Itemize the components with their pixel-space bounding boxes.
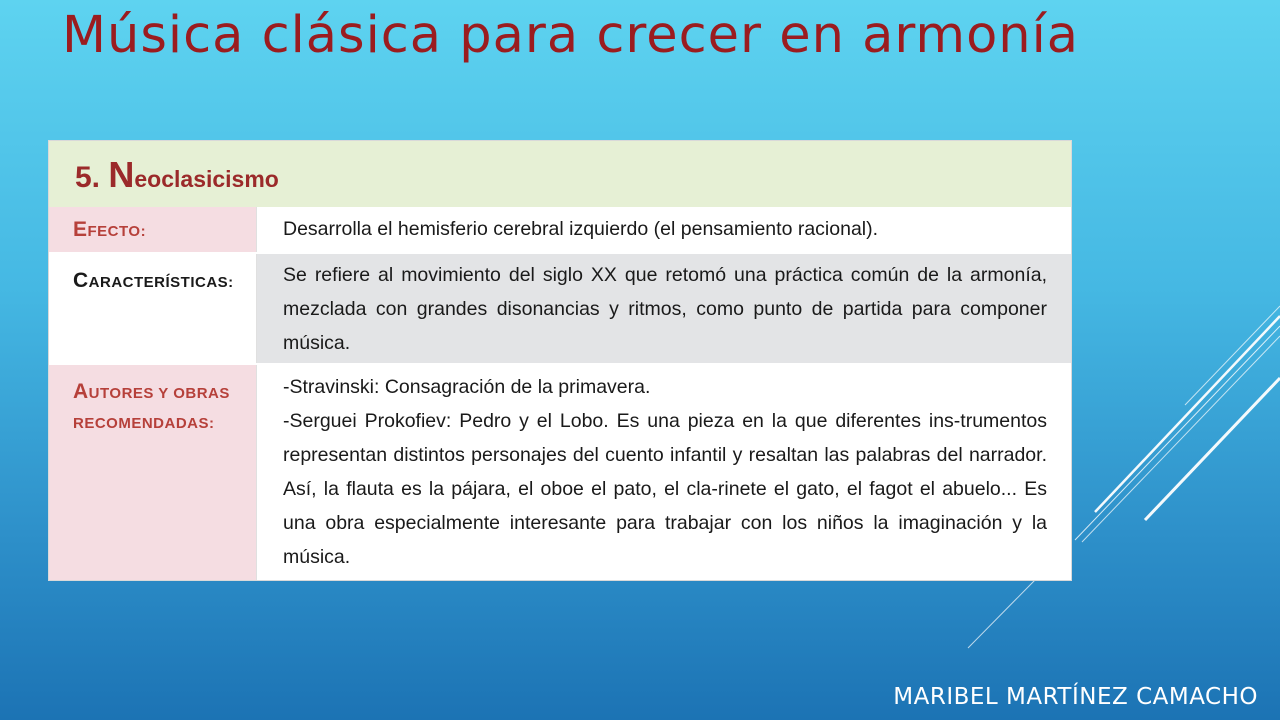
row-content-cell — [256, 207, 1071, 252]
row-label — [73, 254, 256, 298]
author-name: MARIBEL MARTÍNEZ CAMACHO — [893, 684, 1258, 710]
row-label-cell — [49, 365, 256, 580]
row-label-cell — [49, 207, 256, 252]
row-text: Desarrolla el hemisferio cerebral izquierdo (el pensamiento racional). — [283, 218, 879, 240]
row-text: Se refiere al movimiento del siglo XX que retomó una práctica común de la armonía, mezclada con grandes disonancias y ritmos, como punto de partida para componer música. — [283, 264, 1047, 354]
heading-rest: eoclasicismo — [134, 166, 279, 192]
table-row — [49, 365, 1071, 580]
row-label — [73, 207, 256, 247]
row-label-rest: UTORES Y OBRAS RECOMENDADAS: — [73, 385, 230, 432]
row-label-rest: ARACTERÍSTICAS: — [88, 274, 234, 291]
heading-number: 5. — [75, 161, 101, 194]
table-heading — [75, 153, 279, 201]
table-row — [49, 254, 1071, 363]
row-label — [73, 365, 243, 439]
row-label-cell — [49, 254, 256, 363]
row-content-cell — [256, 365, 1071, 580]
neoclassicism-table — [48, 140, 1072, 581]
row-label-initial: A — [73, 380, 89, 403]
row-label-initial: E — [73, 218, 88, 241]
row-label-initial: C — [73, 269, 89, 292]
row-content-cell — [256, 254, 1071, 363]
heading-initial: N — [108, 154, 135, 195]
table-row — [49, 207, 1071, 252]
works-line: -Stravinski: Consagración de la primavera. — [283, 376, 651, 398]
table-header — [49, 141, 1071, 207]
works-line: -Serguei Prokofiev: Pedro y el Lobo. Es una pieza en la que diferentes ins-trumentos representan distintos personajes del cuento infantil y resaltan las palabras del narrador. Así, la flauta es la pájara, el oboe el pato, el cla-rinete el gato, el fagot el abuelo... Es una obra especialmente interesante para trabajar con los niños la imaginación y la música. — [283, 410, 1047, 568]
row-label-rest: FECTO: — [87, 223, 147, 240]
slide-title: Música clásica para crecer en armonía — [62, 6, 1080, 65]
